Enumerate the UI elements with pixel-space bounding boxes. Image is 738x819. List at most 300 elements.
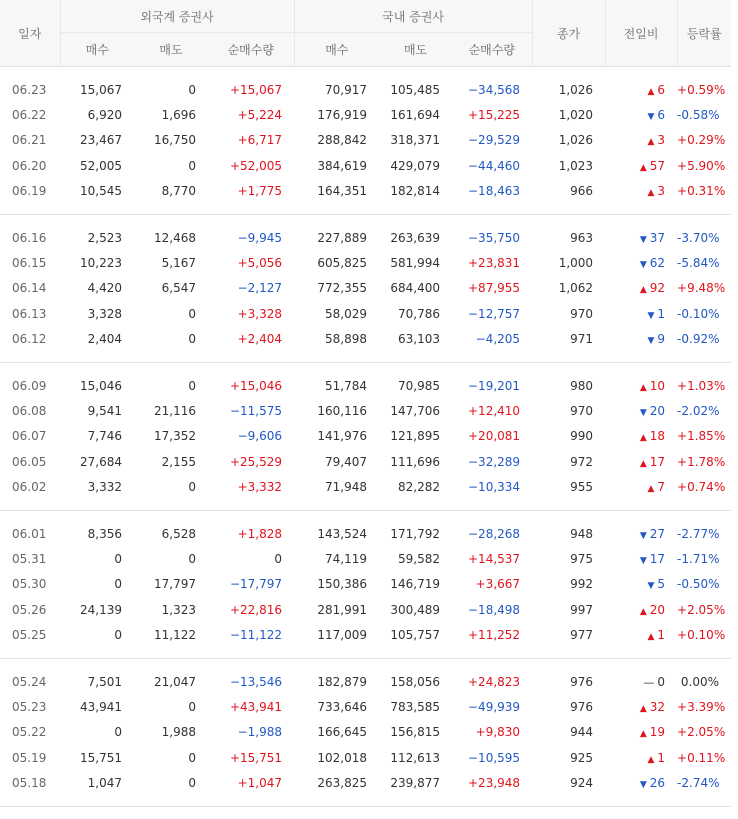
cell-rate: -2.74% [677,770,731,806]
cell-rate: 0.00% [680,674,720,689]
triangle-up-icon: ▲ [639,703,647,714]
table-row [0,362,731,398]
cell-close: 1,026 [558,133,594,148]
cell-domestic-net: +23,948 [452,770,532,806]
cell-foreign-sell: 11,122 [134,622,208,658]
change-value: 6 [657,82,666,97]
cell-foreign-net: −9,606 [237,429,283,444]
cell-date: 06.20 [12,158,47,173]
cell-close: 1,020 [558,108,594,123]
table-body [0,67,731,807]
cell-domestic-buy: 51,784 [325,378,368,393]
cell-change [605,362,677,398]
table-row [0,179,731,215]
cell-date: 05.24 [12,674,47,689]
cell-change [605,474,677,510]
cell-rate: +9.48% [677,281,726,296]
cell-domestic-net: +3,667 [475,577,521,592]
cell-domestic-buy: 58,029 [325,306,368,321]
cell-domestic-net: +20,081 [468,429,521,444]
cell-domestic-buy: 166,645 [317,725,368,740]
cell-domestic-buy: 733,646 [317,699,368,714]
cell-domestic-net: −19,201 [468,378,521,393]
cell-domestic-sell: 161,694 [390,108,441,123]
cell-domestic-net: −18,498 [468,602,521,617]
header-domestic-sell: 매도 [379,33,452,67]
cell-close: 970 [570,403,594,418]
cell-close: 948 [570,526,594,541]
cell-domestic-sell: 105,757 [379,622,452,658]
cell-foreign-buy: 1,047 [60,770,134,806]
cell-close: 1,026 [558,82,594,97]
cell-foreign-sell: 0 [188,306,196,321]
cell-rate: -0.10% [677,306,720,321]
cell-domestic-buy: 384,619 [317,158,368,173]
triangle-up-icon: ▲ [647,754,655,765]
cell-domestic-buy: 227,889 [317,230,368,245]
cell-close: 944 [570,725,594,740]
change-value: 1 [657,306,666,321]
triangle-up-icon: ▲ [647,484,655,495]
cell-change [605,658,677,694]
table-row [0,128,731,153]
table-row [0,572,731,597]
cell-change [605,449,677,474]
cell-rate: +5.90% [677,158,726,173]
cell-domestic-sell: 239,877 [379,770,452,806]
cell-domestic-net: −49,939 [468,699,521,714]
cell-close: 1,000 [558,256,594,271]
table-row [0,424,731,449]
cell-close: 925 [570,750,594,765]
cell-date: 06.05 [12,454,47,469]
table-row [0,449,731,474]
cell-domestic-sell: 121,895 [390,429,441,444]
cell-foreign-buy: 10,223 [80,256,122,271]
cell-domestic-buy: 70,917 [325,82,368,97]
cell-rate: +0.11% [677,750,726,765]
table-row [0,510,731,546]
cell-domestic-net: +14,537 [468,551,521,566]
cell-date: 05.30 [12,577,47,592]
cell-close: 1,062 [558,281,594,296]
cell-foreign-buy: 15,751 [80,750,122,765]
change-value: 10 [649,378,666,393]
cell-foreign-sell: 17,797 [154,577,196,592]
cell-foreign-sell: 0 [188,82,196,97]
triangle-down-icon: ▼ [639,555,647,566]
cell-rate: +0.31% [677,179,731,215]
cell-foreign-net: +15,046 [229,378,283,393]
cell-domestic-net: +9,830 [475,725,521,740]
cell-domestic-buy: 141,976 [317,429,368,444]
table-row [0,250,731,275]
change-value: 27 [649,526,666,541]
header-foreign-net: 순매수량 [208,33,294,67]
cell-foreign-net: +3,332 [208,474,294,510]
cell-domestic-net: +11,252 [452,622,532,658]
cell-close: 955 [532,474,605,510]
cell-foreign-net: −9,945 [237,230,283,245]
cell-rate: -3.70% [677,230,720,245]
change-value: 1 [657,750,666,765]
cell-foreign-buy: 0 [114,725,122,740]
cell-change [605,720,677,745]
cell-domestic-sell: 59,582 [398,551,441,566]
cell-change [605,510,677,546]
cell-domestic-net: −12,757 [468,306,521,321]
cell-foreign-net: +22,816 [229,602,283,617]
cell-foreign-buy: 15,067 [80,82,122,97]
triangle-down-icon: ▼ [639,260,647,271]
cell-foreign-sell: 8,770 [134,179,208,215]
cell-rate: -5.84% [677,256,720,271]
cell-domestic-buy: 74,119 [325,551,368,566]
triangle-up-icon: ▲ [647,137,655,148]
table-row [0,301,731,326]
cell-date: 06.02 [0,474,60,510]
cell-domestic-buy: 164,351 [294,179,379,215]
table-row [0,745,731,770]
cell-change [605,276,677,301]
header-foreign-buy: 매수 [60,33,134,67]
cell-domestic-buy: 71,948 [294,474,379,510]
cell-foreign-buy: 3,332 [60,474,134,510]
cell-date: 05.25 [0,622,60,658]
change-value: 37 [649,230,666,245]
cell-close: 1,023 [558,158,594,173]
triangle-down-icon: ▼ [639,530,647,541]
cell-domestic-sell: 581,994 [390,256,441,271]
cell-domestic-sell: 70,786 [398,306,441,321]
cell-foreign-net: +43,941 [229,699,283,714]
triangle-up-icon: ▲ [639,606,647,617]
cell-domestic-buy: 288,842 [317,133,368,148]
cell-foreign-net: +1,047 [208,770,294,806]
cell-rate: +0.29% [677,133,726,148]
triangle-down-icon: ▼ [647,310,655,321]
cell-date: 05.23 [12,699,47,714]
change-value: 92 [649,281,666,296]
header-domestic-buy: 매수 [294,33,379,67]
table-row [0,770,731,806]
triangle-up-icon: ▲ [639,729,647,740]
cell-foreign-net: +2,404 [208,327,294,363]
cell-date: 06.09 [12,378,47,393]
cell-date: 05.19 [12,750,47,765]
header-foreign-sell: 매도 [134,33,208,67]
cell-foreign-net: +15,067 [229,82,283,97]
cell-foreign-sell: 0 [134,327,208,363]
cell-domestic-net: −4,205 [452,327,532,363]
cell-date: 06.14 [12,281,47,296]
cell-domestic-buy: 263,825 [294,770,379,806]
cell-rate: -0.58% [677,108,720,123]
cell-domestic-sell: 111,696 [390,454,441,469]
cell-change [605,398,677,423]
header-domestic-net: 순매수량 [452,33,532,67]
table-row [0,474,731,510]
cell-domestic-sell: 429,079 [390,158,441,173]
cell-change [605,102,677,127]
cell-close: 971 [532,327,605,363]
triangle-up-icon: ▲ [639,285,647,296]
change-value: 1 [657,628,666,643]
cell-foreign-sell: 16,750 [154,133,196,148]
cell-domestic-net: +24,823 [468,674,521,689]
cell-foreign-sell: 0 [134,474,208,510]
cell-foreign-buy: 10,545 [60,179,134,215]
change-value: 26 [649,776,666,791]
cell-domestic-buy: 281,991 [317,602,368,617]
cell-domestic-net: −28,268 [468,526,521,541]
table-row [0,276,731,301]
cell-date: 06.15 [12,256,47,271]
cell-close: 977 [532,622,605,658]
cell-foreign-buy: 24,139 [80,602,122,617]
cell-date: 06.16 [12,230,47,245]
triangle-down-icon: ▼ [639,407,647,418]
change-value: 7 [657,480,666,495]
triangle-up-icon: ▲ [639,433,647,444]
table-row [0,214,731,250]
cell-change [605,622,677,658]
cell-foreign-buy: 0 [114,577,122,592]
header-date: 일자 [0,0,60,67]
triangle-up-icon: ▲ [647,632,655,643]
cell-domestic-sell: 318,371 [390,133,441,148]
cell-foreign-sell: 0 [188,551,196,566]
cell-domestic-buy: 58,898 [294,327,379,363]
cell-foreign-buy: 3,328 [87,306,122,321]
cell-rate: +1.03% [677,378,726,393]
cell-close: 924 [532,770,605,806]
cell-foreign-net: 0 [274,551,283,566]
cell-foreign-net: −13,546 [229,674,283,689]
cell-close: 976 [570,674,594,689]
cell-rate: +2.05% [677,725,726,740]
triangle-up-icon: ▲ [647,188,655,199]
cell-foreign-buy: 43,941 [80,699,122,714]
cell-foreign-net: −11,122 [208,622,294,658]
change-value: 6 [657,108,666,123]
cell-close: 963 [570,230,594,245]
cell-domestic-sell: 112,613 [390,750,441,765]
triangle-down-icon: ▼ [647,581,655,592]
cell-foreign-net: +52,005 [229,158,283,173]
table-row [0,67,731,103]
change-value: 17 [649,454,666,469]
cell-foreign-buy: 15,046 [80,378,122,393]
cell-date: 06.23 [12,82,47,97]
change-value: 20 [649,403,666,418]
cell-foreign-buy: 27,684 [80,454,122,469]
cell-domestic-net: +23,831 [468,256,521,271]
cell-domestic-buy: 79,407 [325,454,368,469]
cell-foreign-net: +5,056 [237,256,283,271]
cell-domestic-net: +15,225 [468,108,521,123]
table-row [0,622,731,658]
cell-domestic-net: +12,410 [468,403,521,418]
cell-change [605,67,677,103]
cell-foreign-buy: 6,920 [87,108,122,123]
cell-rate: +2.05% [677,602,726,617]
cell-change [605,327,677,363]
cell-domestic-buy: 772,355 [317,281,368,296]
cell-domestic-buy: 143,524 [317,526,368,541]
cell-domestic-sell: 147,706 [390,403,441,418]
cell-date: 06.22 [12,108,47,123]
cell-foreign-net: −11,575 [229,403,283,418]
cell-change [605,770,677,806]
cell-foreign-sell: 21,047 [154,674,196,689]
change-value: 3 [657,184,666,199]
cell-domestic-sell: 684,400 [390,281,441,296]
cell-change [605,214,677,250]
cell-rate: +1.85% [677,429,726,444]
cell-foreign-sell: 1,696 [161,108,196,123]
change-value: 0 [657,674,666,689]
cell-rate: +0.10% [677,622,731,658]
cell-foreign-sell: 6,528 [161,526,196,541]
change-value: 57 [649,158,666,173]
cell-rate: -2.77% [677,526,720,541]
cell-foreign-net: +1,828 [237,526,283,541]
cell-foreign-sell: 0 [188,699,196,714]
cell-domestic-net: −44,460 [468,158,521,173]
cell-foreign-sell: 0 [134,770,208,806]
cell-foreign-buy: 9,541 [87,403,122,418]
cell-domestic-buy: 182,879 [317,674,368,689]
change-value: 3 [657,133,666,148]
triangle-down-icon: ▼ [647,112,655,123]
cell-rate: -2.02% [677,403,720,418]
cell-date: 06.13 [12,306,47,321]
cell-date: 05.31 [12,551,47,566]
table-row [0,597,731,622]
change-value: 62 [649,256,666,271]
cell-rate: -0.50% [677,577,720,592]
cell-domestic-sell: 70,985 [398,378,441,393]
triangle-up-icon: ▲ [639,458,647,469]
cell-domestic-net: −18,463 [452,179,532,215]
change-value: 9 [657,332,666,347]
cell-date: 06.21 [12,133,47,148]
header-domestic-brokers: 국내 증권사 [294,0,532,33]
cell-foreign-buy: 2,523 [87,230,122,245]
cell-change [605,745,677,770]
dash-icon: — [643,675,655,689]
cell-close: 975 [570,551,594,566]
cell-change [605,153,677,178]
header-foreign-brokers: 외국계 증권사 [60,0,294,33]
cell-domestic-sell: 783,585 [390,699,441,714]
cell-domestic-buy: 150,386 [317,577,368,592]
cell-domestic-sell: 300,489 [390,602,441,617]
cell-date: 06.19 [0,179,60,215]
cell-domestic-net: −10,595 [468,750,521,765]
cell-change [605,128,677,153]
header-change: 전일비 [605,0,677,67]
cell-foreign-sell: 0 [188,378,196,393]
header-close: 종가 [532,0,605,67]
cell-close: 990 [570,429,594,444]
change-value: 17 [649,551,666,566]
cell-date: 06.12 [0,327,60,363]
cell-domestic-buy: 176,919 [317,108,368,123]
triangle-down-icon: ▼ [647,336,655,347]
cell-close: 980 [570,378,594,393]
cell-close: 966 [532,179,605,215]
cell-foreign-sell: 17,352 [154,429,196,444]
cell-foreign-sell: 2,155 [161,454,196,469]
cell-domestic-buy: 117,009 [294,622,379,658]
cell-foreign-net: −2,127 [237,281,283,296]
cell-foreign-buy: 0 [114,551,122,566]
triangle-up-icon: ▲ [639,162,647,173]
cell-close: 972 [570,454,594,469]
cell-foreign-sell: 12,468 [154,230,196,245]
cell-foreign-net: +3,328 [237,306,283,321]
cell-foreign-buy: 7,501 [87,674,122,689]
cell-foreign-sell: 0 [188,158,196,173]
cell-change [605,597,677,622]
cell-foreign-net: +25,529 [229,454,283,469]
header-rate: 등락률 [677,0,731,67]
cell-domestic-sell: 105,485 [390,82,441,97]
table-row [0,102,731,127]
cell-close: 997 [570,602,594,617]
change-value: 19 [649,725,666,740]
cell-date: 06.01 [12,526,47,541]
change-value: 5 [657,577,666,592]
triangle-up-icon: ▲ [639,382,647,393]
cell-foreign-buy: 7,746 [87,429,122,444]
cell-domestic-sell: 182,814 [379,179,452,215]
cell-change [605,424,677,449]
cell-domestic-buy: 102,018 [317,750,368,765]
table-row [0,398,731,423]
cell-rate: +0.59% [677,82,726,97]
triangle-down-icon: ▼ [639,780,647,791]
cell-change [605,572,677,597]
triangle-up-icon: ▲ [647,86,655,97]
change-value: 32 [649,699,666,714]
cell-change [605,694,677,719]
cell-change [605,250,677,275]
cell-domestic-sell: 158,056 [390,674,441,689]
cell-domestic-sell: 63,103 [379,327,452,363]
cell-foreign-net: +15,751 [229,750,283,765]
cell-foreign-net: +6,717 [237,133,283,148]
change-value: 18 [649,429,666,444]
cell-foreign-sell: 21,116 [154,403,196,418]
cell-foreign-buy: 4,420 [87,281,122,296]
cell-domestic-net: −35,750 [468,230,521,245]
cell-domestic-net: −32,289 [468,454,521,469]
cell-date: 06.07 [12,429,47,444]
table-row [0,327,731,363]
table-row [0,720,731,745]
cell-rate: -0.92% [677,327,731,363]
cell-domestic-sell: 263,639 [390,230,441,245]
cell-domestic-net: −29,529 [468,133,521,148]
change-value: 20 [649,602,666,617]
cell-foreign-buy: 23,467 [80,133,122,148]
cell-close: 976 [570,699,594,714]
cell-domestic-net: −34,568 [468,82,521,97]
table-row [0,546,731,571]
